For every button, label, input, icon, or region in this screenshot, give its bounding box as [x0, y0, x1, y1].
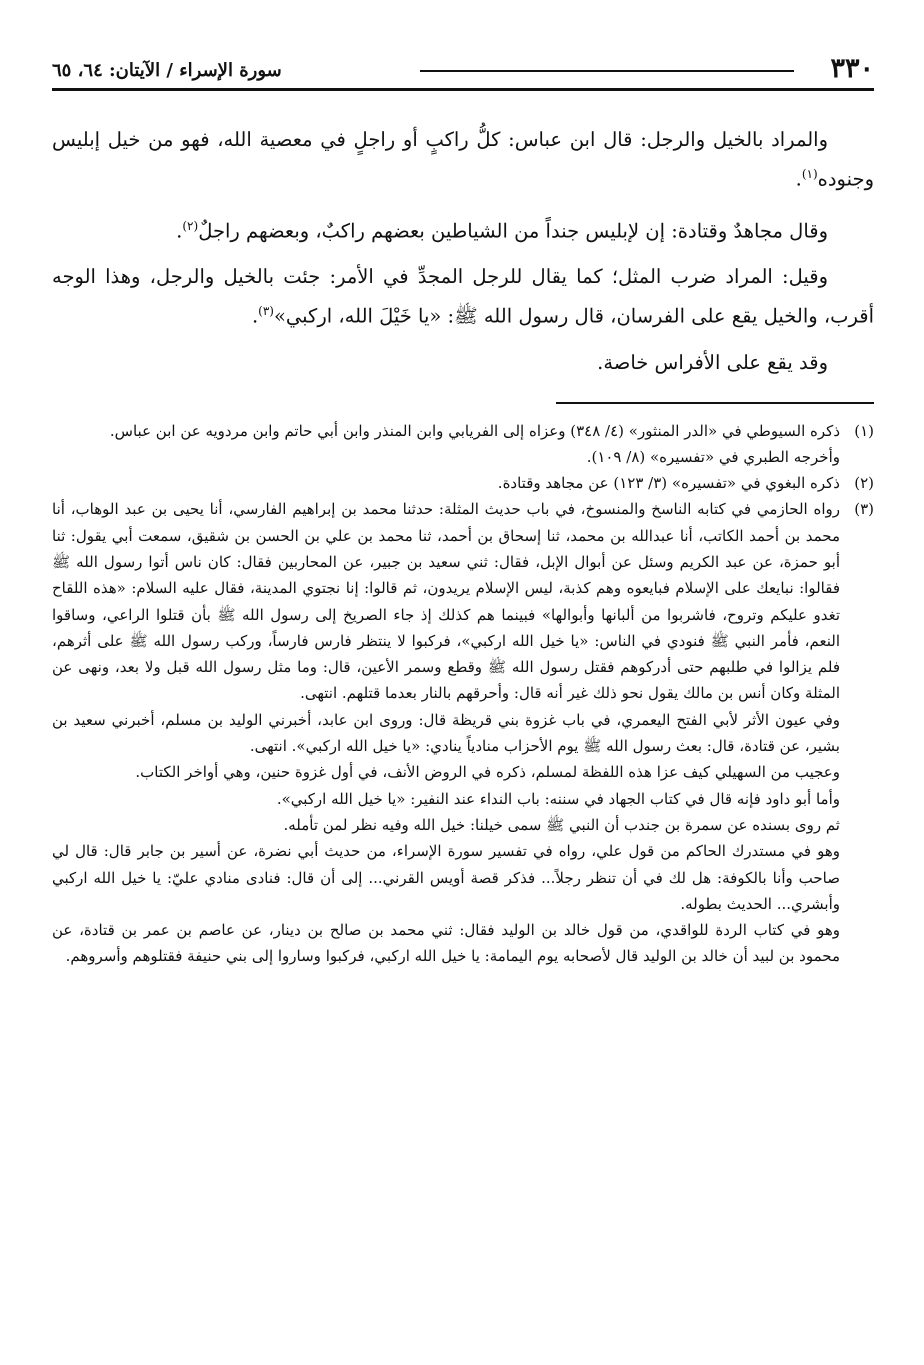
- footnote-line: وأخرجه الطبري في «تفسيره» (٨/ ١٠٩).: [586, 447, 840, 466]
- footnote-ref: (٣): [258, 304, 274, 318]
- book-page: [52, 52, 874, 1342]
- footnote: [52, 470, 874, 496]
- footnote-line: ذكره البغوي في «تفسيره» (٣/ ١٢٣) عن مجاهد وقتادة.: [497, 474, 840, 493]
- footnote-line: وعجيب من السهيلي كيف عزا هذه اللفظة لمسلم، ذكره في الروض الأنف، في أول غزوة حنين، وهي أواخر الكتاب.: [135, 763, 840, 782]
- footnote-line: وأما أبو داود فإنه قال في كتاب الجهاد في سننه: باب النداء عند النفير: «يا خيل الله اركبي».: [276, 789, 840, 808]
- footnote-line: ثم روى بسنده عن سمرة بن جندب أن النبي ﷺ سمى خيلنا: خيل الله وفيه نظر لمن تأمله.: [283, 815, 840, 834]
- footnote-line: وفي عيون الأثر لأبي الفتح اليعمري، في باب غزوة بني قريظة قال: وروى ابن عابد، أخبرني الوليد بن مسلم، أخبرني سعيد بن بشير، عن قتادة، قال: بعث رسول الله ﷺ يوم الأحزاب منادياً ينادي: «يا خيل الله اركبي». انتهى.: [52, 710, 840, 756]
- page-number: ٣٣٠: [830, 53, 874, 84]
- footnote-ref: (١): [801, 167, 818, 181]
- footnote-line: وهو في مستدرك الحاكم من قول علي، رواه في تفسير سورة الإسراء، من حديث أبي نضرة، عن أسير بن جابر قال: قال لي صاحب وأنا بالكوفة: هل لك في أن تنظر رجلاً... فذكر قصة أويس القرني... إلى أن قال: فنادى منادي عليّ: يا خيل الله اركبي وأبشري... الحديث بطوله.: [52, 842, 840, 913]
- footnote-line: رواه الحازمي في كتابه الناسخ والمنسوخ، في باب حديث المثلة: حدثنا محمد بن إبراهيم الفارسي، أنا يحيى بن عبد الوهاب، أنا محمد بن أحمد الكاتب، أنا عبدالله بن محمد، ثنا إسحاق بن أحمد، ثنا محمد بن علي بن الحسن بن شقيق، سمعت أبي يقول: ثنا أبو حمزة، عن عبد الكريم وسئل عن أبوال الإبل، فقال: ثني سعيد بن جبير، عن المحاربين فقال: كان ناس أتوا رسول الله ﷺ فقالوا: نبايعك على الإسلام فبايعوه وهم كذبة، ليس الإسلام يريدون، ثم قالوا: إنا نجتوي المدينة، فقال عليه السلام: «هذه اللقاح تغدو عليكم وتروح، فاشربوا من ألبانها وأبوالها» فبينما هم كذلك إذ جاء الصريخ إلى رسول الله ﷺ بأن قتلوا الراعي، وساقوا النعم، فأمر النبي ﷺ فنودي في الناس: «يا خيل الله اركبي»، فركبوا لا ينتظر فارس فارساً، وركب رسول الله ﷺ على أثرهم، فلم يزالوا في طلبهم حتى أدركوهم فقتل رسول الله ﷺ وقطع وسمر الأعين، قال: وما مثل رسول الله قبل ولا بعد، ونهى عن المثلة وكان أنس بن مالك يقول نحو ذلك غير أنه قال: وأحرقهم بالنار بعدما قتلهم. انتهى.: [52, 500, 840, 703]
- paragraph: والمراد بالخيل والرجل: قال ابن عباس: كلُّ راكبٍ أو راجلٍ في معصية الله، فهو من خيل إبليس وجنوده$^{(١)}$.: [52, 128, 874, 191]
- footnote-ref: (٢): [182, 218, 199, 233]
- main-text: [52, 123, 874, 380]
- footnote-marker: (٢): [854, 474, 874, 493]
- footnote-divider: [556, 402, 874, 404]
- footnote-marker: (٣): [854, 500, 874, 519]
- footnote-marker: (١): [854, 421, 874, 440]
- paragraph: وقيل: المراد ضرب المثل؛ كما يقال للرجل المجدِّ في الأمر: جئت بالخيل والرجل، وهذا الوجه أقرب، والخيل يقع على الفرسان، قال رسول الله ﷺ: «يا خَيْلَ الله، اركبي»$^{(٣)}$.: [52, 265, 874, 328]
- footnote-line: ذكره السيوطي في «الدر المنثور» (٤/ ٣٤٨) وعزاه إلى الفريابي وابن المنذر وابن أبي حاتم وابن مردويه عن ابن عباس.: [109, 421, 840, 440]
- footnote: [52, 496, 874, 969]
- paragraph: وقال مجاهدٌ وقتادة: إن لإبليس جنداً من الشياطين بعضهم راكبٌ، وبعضهم راجلٌ$^{(٢)}$.: [176, 218, 828, 242]
- footnote-line: وهو في كتاب الردة للواقدي، من قول خالد بن الوليد فقال: ثني محمد بن صالح بن دينار، عن عاصم بن عمر بن قتادة، عن محمود بن لبيد أن خالد بن الوليد قال لأصحابه يوم اليمامة: يا خيل الله اركبي، فركبوا وساروا إلى بني حنيفة فقتلوهم وأسروهم.: [52, 921, 840, 966]
- paragraph: وقد يقع على الأفراس خاصة.: [597, 350, 828, 374]
- running-header: [52, 52, 874, 91]
- header-rule: [420, 70, 794, 72]
- running-title: سورة الإسراء / الآيتان: ٦٤، ٦٥: [52, 60, 282, 81]
- footnotes: [52, 418, 874, 970]
- footnote: [52, 418, 874, 471]
